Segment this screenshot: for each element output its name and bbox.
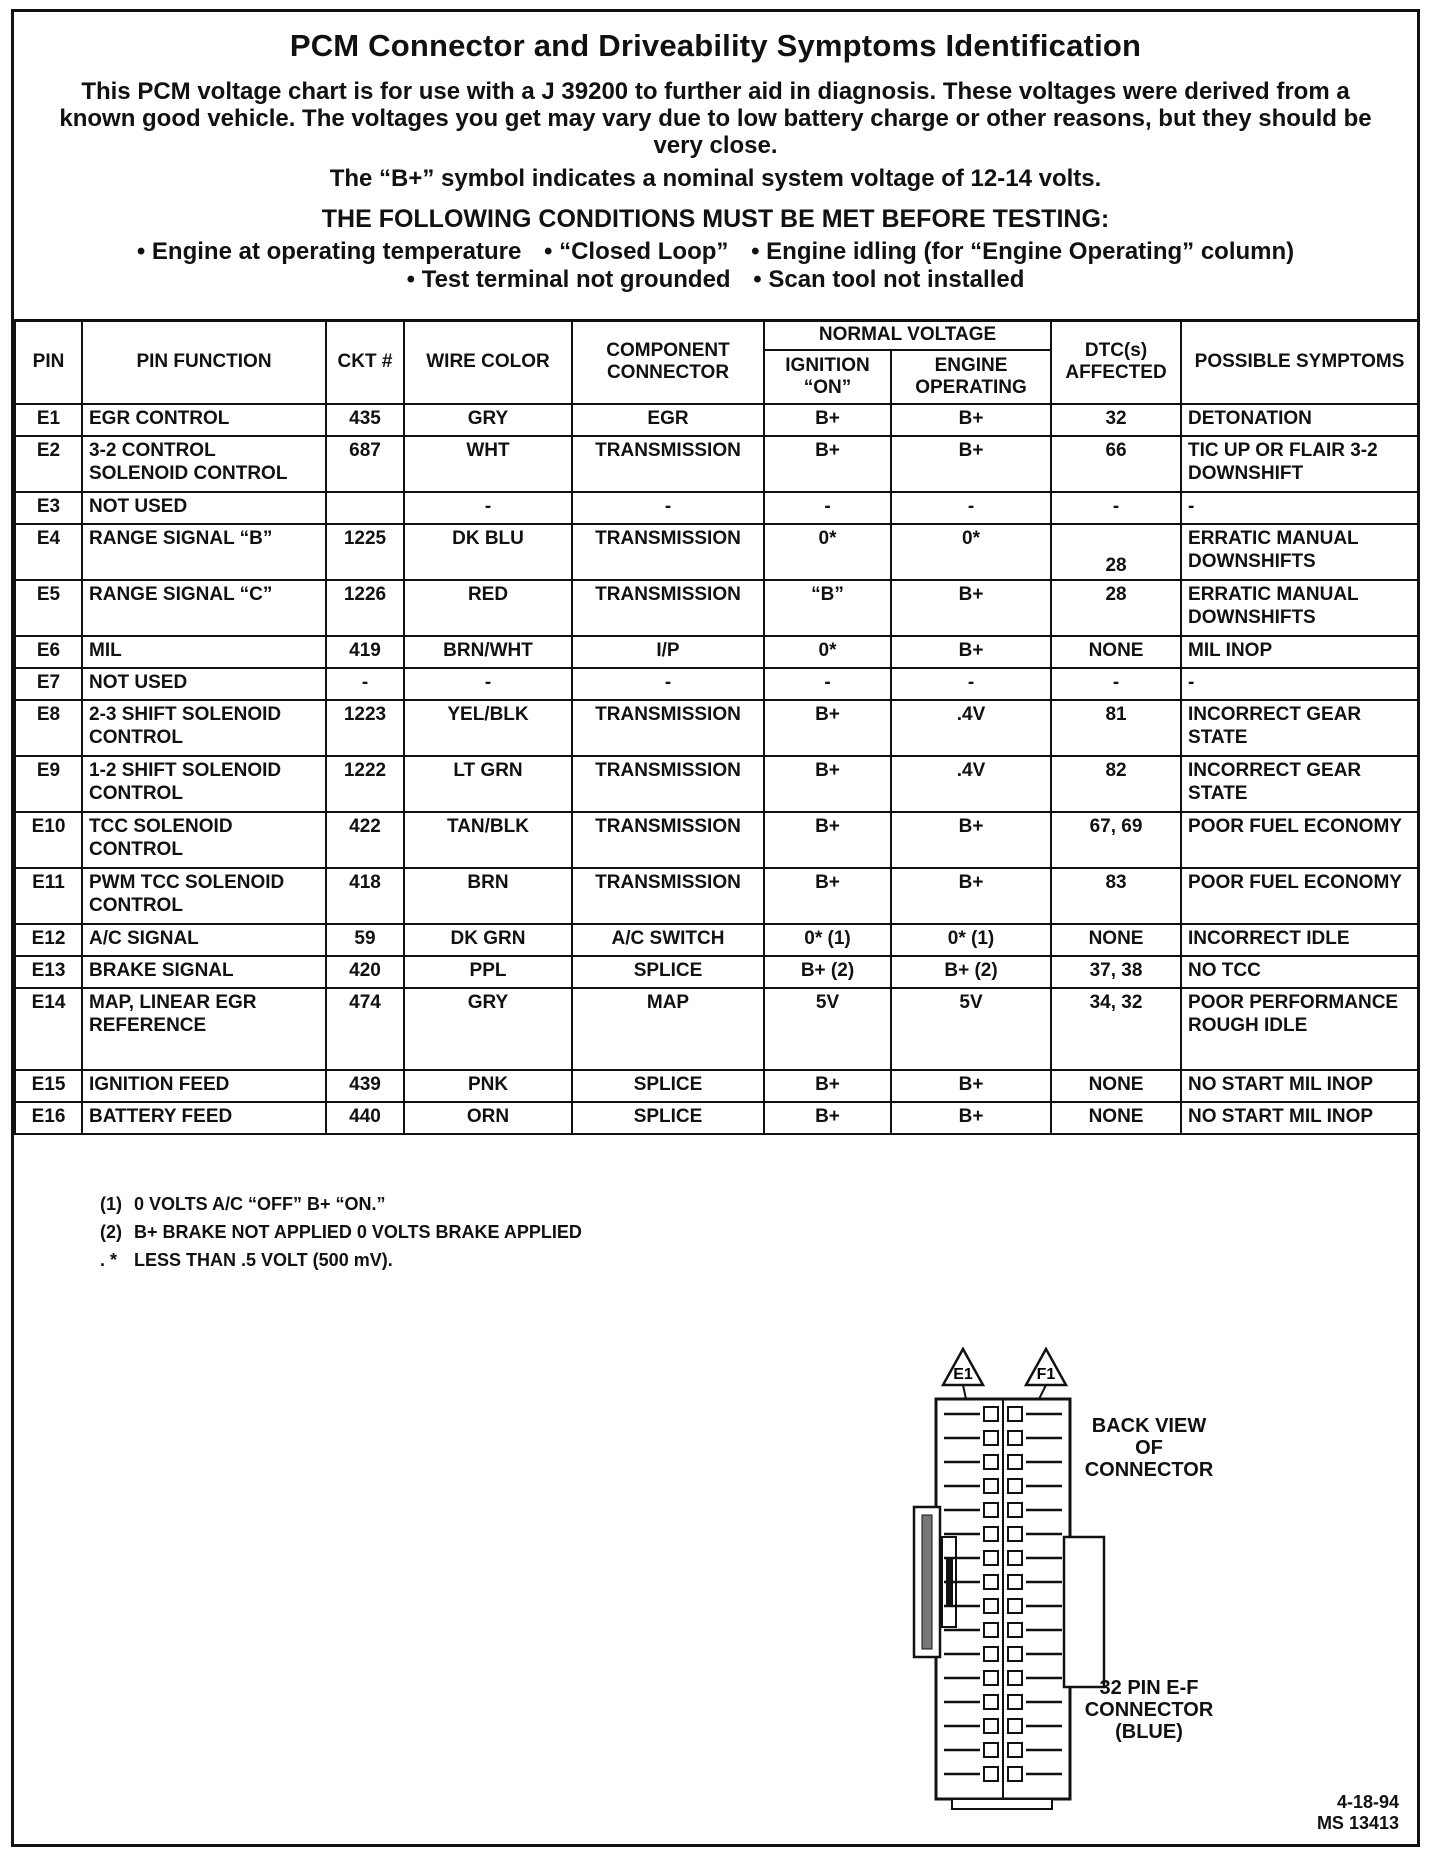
- symptoms-cell: POOR PERFORMANCE ROUGH IDLE: [1181, 988, 1418, 1070]
- ignition-on-cell: B+: [764, 700, 891, 756]
- pin-function-cell: MAP, LINEAR EGR REFERENCE: [82, 988, 326, 1070]
- dtc-cell: 37, 38: [1051, 956, 1181, 988]
- table-row: [15, 436, 1418, 492]
- engine-operating-cell: .4V: [891, 756, 1051, 812]
- pin-cell: E16: [15, 1102, 82, 1134]
- ckt-cell: 418: [326, 868, 404, 924]
- header-ckt: CKT #: [326, 320, 404, 404]
- symptoms-cell: -: [1181, 492, 1418, 524]
- component-cell: I/P: [572, 636, 764, 668]
- dtc-cell: NONE: [1051, 1102, 1181, 1134]
- ckt-cell: 59: [326, 924, 404, 956]
- ckt-cell: 420: [326, 956, 404, 988]
- table-row: [15, 868, 1418, 924]
- symptoms-cell: POOR FUEL ECONOMY: [1181, 812, 1418, 868]
- ckt-cell: [326, 492, 404, 524]
- table-body: [15, 404, 1418, 1134]
- table-row: [15, 580, 1418, 636]
- component-cell: SPLICE: [572, 956, 764, 988]
- wire-color-cell: RED: [404, 580, 572, 636]
- wire-color-cell: BRN: [404, 868, 572, 924]
- dtc-cell: 34, 32: [1051, 988, 1181, 1070]
- ckt-cell: 1223: [326, 700, 404, 756]
- pin-cell: E3: [15, 492, 82, 524]
- pin-function-cell: PWM TCC SOLENOID CONTROL: [82, 868, 326, 924]
- wire-color-cell: PPL: [404, 956, 572, 988]
- component-cell: TRANSMISSION: [572, 436, 764, 492]
- pin-function-cell: NOT USED: [82, 492, 326, 524]
- component-cell: TRANSMISSION: [572, 756, 764, 812]
- footnotes: [100, 1190, 582, 1274]
- component-cell: EGR: [572, 404, 764, 436]
- document-date: 4-18-94: [1336, 1792, 1399, 1812]
- symptoms-cell: DETONATION: [1181, 404, 1418, 436]
- pin-cell: E9: [15, 756, 82, 812]
- pin-function-cell: BRAKE SIGNAL: [82, 956, 326, 988]
- ckt-cell: 687: [326, 436, 404, 492]
- header-ignition-on: IGNITION “ON”: [764, 350, 891, 404]
- ignition-on-cell: B+: [764, 436, 891, 492]
- condition-item: • Engine at operating temperature: [136, 238, 522, 265]
- table-row: [15, 812, 1418, 868]
- component-cell: TRANSMISSION: [572, 580, 764, 636]
- ignition-on-cell: B+ (2): [764, 956, 891, 988]
- table-row: [15, 1070, 1418, 1102]
- pin-function-cell: RANGE SIGNAL “C”: [82, 580, 326, 636]
- header-component-connector: COMPONENT CONNECTOR: [572, 320, 764, 404]
- ignition-on-cell: “B”: [764, 580, 891, 636]
- dtc-cell: NONE: [1051, 1070, 1181, 1102]
- table-header: [15, 320, 1418, 404]
- footnote: . * LESS THAN .5 VOLT (500 mV).: [100, 1250, 393, 1270]
- pin-cell: E4: [15, 524, 82, 580]
- wire-color-cell: TAN/BLK: [404, 812, 572, 868]
- table-row: [15, 1102, 1418, 1134]
- header: [14, 12, 1417, 322]
- footnote: (1) 0 VOLTS A/C “OFF” B+ “ON.”: [100, 1194, 386, 1214]
- table-row: [15, 956, 1418, 988]
- pin-function-cell: MIL: [82, 636, 326, 668]
- wire-color-cell: -: [404, 492, 572, 524]
- symptoms-cell: TIC UP OR FLAIR 3-2 DOWNSHIFT: [1181, 436, 1418, 492]
- table-row: [15, 924, 1418, 956]
- document-id: [1317, 1792, 1399, 1834]
- ignition-on-cell: B+: [764, 812, 891, 868]
- ignition-on-cell: -: [764, 492, 891, 524]
- table-row: [15, 756, 1418, 812]
- dtc-cell: 83: [1051, 868, 1181, 924]
- wire-color-cell: WHT: [404, 436, 572, 492]
- dtc-cell: 66: [1051, 436, 1181, 492]
- wire-color-cell: ORN: [404, 1102, 572, 1134]
- condition-item: • Scan tool not installed: [753, 266, 1025, 293]
- table-row: [15, 492, 1418, 524]
- engine-operating-cell: -: [891, 668, 1051, 700]
- condition-item: • “Closed Loop”: [544, 238, 729, 265]
- symptoms-cell: INCORRECT IDLE: [1181, 924, 1418, 956]
- ckt-cell: 1225: [326, 524, 404, 580]
- wire-color-cell: LT GRN: [404, 756, 572, 812]
- engine-operating-cell: 0* (1): [891, 924, 1051, 956]
- component-cell: TRANSMISSION: [572, 700, 764, 756]
- header-wire-color: WIRE COLOR: [404, 320, 572, 404]
- component-cell: MAP: [572, 988, 764, 1070]
- symptoms-cell: -: [1181, 668, 1418, 700]
- symptoms-cell: INCORRECT GEAR STATE: [1181, 756, 1418, 812]
- document-code: MS 13413: [1316, 1813, 1399, 1833]
- connector-type-label: 32 PIN E-F CONNECTOR (BLUE): [1084, 1677, 1214, 1743]
- ckt-cell: -: [326, 668, 404, 700]
- engine-operating-cell: B+: [891, 636, 1051, 668]
- dtc-cell: -: [1051, 492, 1181, 524]
- dtc-cell: 28: [1051, 580, 1181, 636]
- pin-cell: E10: [15, 812, 82, 868]
- ckt-cell: 422: [326, 812, 404, 868]
- pin-function-cell: BATTERY FEED: [82, 1102, 326, 1134]
- dtc-cell: 28: [1051, 524, 1181, 580]
- ignition-on-cell: 0*: [764, 636, 891, 668]
- engine-operating-cell: B+: [891, 436, 1051, 492]
- ignition-on-cell: B+: [764, 1070, 891, 1102]
- wire-color-cell: YEL/BLK: [404, 700, 572, 756]
- header-engine-operating: ENGINE OPERATING: [891, 350, 1051, 404]
- component-cell: A/C SWITCH: [572, 924, 764, 956]
- intro-text: This PCM voltage chart is for use with a J 39200 to further aid in diagnosis. These voltages were derived from a known good vehicle. The voltages you get may vary due to low battery charge or other reasons, but they should be very close.: [59, 78, 1372, 159]
- table-row: [15, 524, 1418, 580]
- pin-function-cell: IGNITION FEED: [82, 1070, 326, 1102]
- component-cell: TRANSMISSION: [572, 868, 764, 924]
- pin-cell: E15: [15, 1070, 82, 1102]
- ignition-on-cell: B+: [764, 756, 891, 812]
- pin-function-cell: 3-2 CONTROL SOLENOID CONTROL: [82, 436, 326, 492]
- conditions-line-1: [14, 238, 1417, 266]
- pin-cell: E2: [15, 436, 82, 492]
- bplus-note: The “B+” symbol indicates a nominal system voltage of 12-14 volts.: [329, 165, 1102, 192]
- pin-cell: E7: [15, 668, 82, 700]
- wire-color-cell: BRN/WHT: [404, 636, 572, 668]
- table-row: [15, 668, 1418, 700]
- engine-operating-cell: B+: [891, 1070, 1051, 1102]
- pin-function-cell: TCC SOLENOID CONTROL: [82, 812, 326, 868]
- component-cell: -: [572, 668, 764, 700]
- dtc-cell: NONE: [1051, 636, 1181, 668]
- pin-function-cell: A/C SIGNAL: [82, 924, 326, 956]
- engine-operating-cell: .4V: [891, 700, 1051, 756]
- f1-marker-label: F1: [1036, 1366, 1056, 1383]
- ignition-on-cell: 0*: [764, 524, 891, 580]
- dtc-cell: 81: [1051, 700, 1181, 756]
- ignition-on-cell: B+: [764, 1102, 891, 1134]
- component-cell: TRANSMISSION: [572, 524, 764, 580]
- pin-function-cell: 2-3 SHIFT SOLENOID CONTROL: [82, 700, 326, 756]
- ignition-on-cell: B+: [764, 868, 891, 924]
- pin-cell: E11: [15, 868, 82, 924]
- pin-cell: E13: [15, 956, 82, 988]
- pin-function-cell: RANGE SIGNAL “B”: [82, 524, 326, 580]
- table-row: [15, 404, 1418, 436]
- engine-operating-cell: 0*: [891, 524, 1051, 580]
- wire-color-cell: PNK: [404, 1070, 572, 1102]
- dtc-cell: 82: [1051, 756, 1181, 812]
- conditions-title: THE FOLLOWING CONDITIONS MUST BE MET BEFORE TESTING:: [321, 205, 1110, 233]
- component-cell: TRANSMISSION: [572, 812, 764, 868]
- ckt-cell: 439: [326, 1070, 404, 1102]
- back-view-label: BACK VIEW OF CONNECTOR: [1084, 1415, 1214, 1481]
- pin-cell: E5: [15, 580, 82, 636]
- engine-operating-cell: 5V: [891, 988, 1051, 1070]
- header-pin-function: PIN FUNCTION: [82, 320, 326, 404]
- ckt-cell: 474: [326, 988, 404, 1070]
- header-dtc-affected: DTC(s) AFFECTED: [1051, 320, 1181, 404]
- ignition-on-cell: B+: [764, 404, 891, 436]
- pin-cell: E12: [15, 924, 82, 956]
- table-row: [15, 700, 1418, 756]
- footnote: (2) B+ BRAKE NOT APPLIED 0 VOLTS BRAKE APPLIED: [100, 1222, 582, 1242]
- ignition-on-cell: 0* (1): [764, 924, 891, 956]
- condition-item: • Test terminal not grounded: [406, 266, 731, 293]
- connector-diagram: [894, 1347, 1414, 1817]
- conditions-line-2: [14, 266, 1417, 294]
- pin-function-cell: 1-2 SHIFT SOLENOID CONTROL: [82, 756, 326, 812]
- engine-operating-cell: B+: [891, 868, 1051, 924]
- symptoms-cell: POOR FUEL ECONOMY: [1181, 868, 1418, 924]
- ckt-cell: 1222: [326, 756, 404, 812]
- condition-item: • Engine idling (for “Engine Operating” column): [751, 238, 1295, 265]
- pin-voltage-table: [14, 319, 1419, 1135]
- engine-operating-cell: B+: [891, 580, 1051, 636]
- document-frame: [11, 9, 1420, 1847]
- pin-cell: E6: [15, 636, 82, 668]
- symptoms-cell: NO TCC: [1181, 956, 1418, 988]
- dtc-cell: -: [1051, 668, 1181, 700]
- ckt-cell: 1226: [326, 580, 404, 636]
- engine-operating-cell: B+: [891, 1102, 1051, 1134]
- ckt-cell: 419: [326, 636, 404, 668]
- header-pin: PIN: [15, 320, 82, 404]
- pin-cell: E1: [15, 404, 82, 436]
- dtc-cell: 32: [1051, 404, 1181, 436]
- header-possible-symptoms: POSSIBLE SYMPTOMS: [1181, 320, 1418, 404]
- ckt-cell: 435: [326, 404, 404, 436]
- symptoms-cell: MIL INOP: [1181, 636, 1418, 668]
- pin-function-cell: EGR CONTROL: [82, 404, 326, 436]
- engine-operating-cell: B+: [891, 404, 1051, 436]
- component-cell: SPLICE: [572, 1070, 764, 1102]
- wire-color-cell: GRY: [404, 988, 572, 1070]
- ignition-on-cell: 5V: [764, 988, 891, 1070]
- dtc-cell: 67, 69: [1051, 812, 1181, 868]
- engine-operating-cell: -: [891, 492, 1051, 524]
- ignition-on-cell: -: [764, 668, 891, 700]
- header-normal-voltage: NORMAL VOLTAGE: [764, 320, 1051, 350]
- dtc-cell: NONE: [1051, 924, 1181, 956]
- wire-color-cell: GRY: [404, 404, 572, 436]
- wire-color-cell: DK GRN: [404, 924, 572, 956]
- symptoms-cell: INCORRECT GEAR STATE: [1181, 700, 1418, 756]
- symptoms-cell: ERRATIC MANUAL DOWNSHIFTS: [1181, 580, 1418, 636]
- component-cell: -: [572, 492, 764, 524]
- table-row: [15, 636, 1418, 668]
- component-cell: SPLICE: [572, 1102, 764, 1134]
- symptoms-cell: ERRATIC MANUAL DOWNSHIFTS: [1181, 524, 1418, 580]
- engine-operating-cell: B+ (2): [891, 956, 1051, 988]
- table-row: [15, 988, 1418, 1070]
- pin-cell: E14: [15, 988, 82, 1070]
- e1-marker-label: E1: [953, 1366, 973, 1383]
- symptoms-cell: NO START MIL INOP: [1181, 1102, 1418, 1134]
- wire-color-cell: DK BLU: [404, 524, 572, 580]
- connector-body: [914, 1399, 1104, 1809]
- engine-operating-cell: B+: [891, 812, 1051, 868]
- pin-cell: E8: [15, 700, 82, 756]
- page-title: PCM Connector and Driveability Symptoms Identification: [289, 28, 1142, 63]
- symptoms-cell: NO START MIL INOP: [1181, 1070, 1418, 1102]
- ckt-cell: 440: [326, 1102, 404, 1134]
- pin-function-cell: NOT USED: [82, 668, 326, 700]
- wire-color-cell: -: [404, 668, 572, 700]
